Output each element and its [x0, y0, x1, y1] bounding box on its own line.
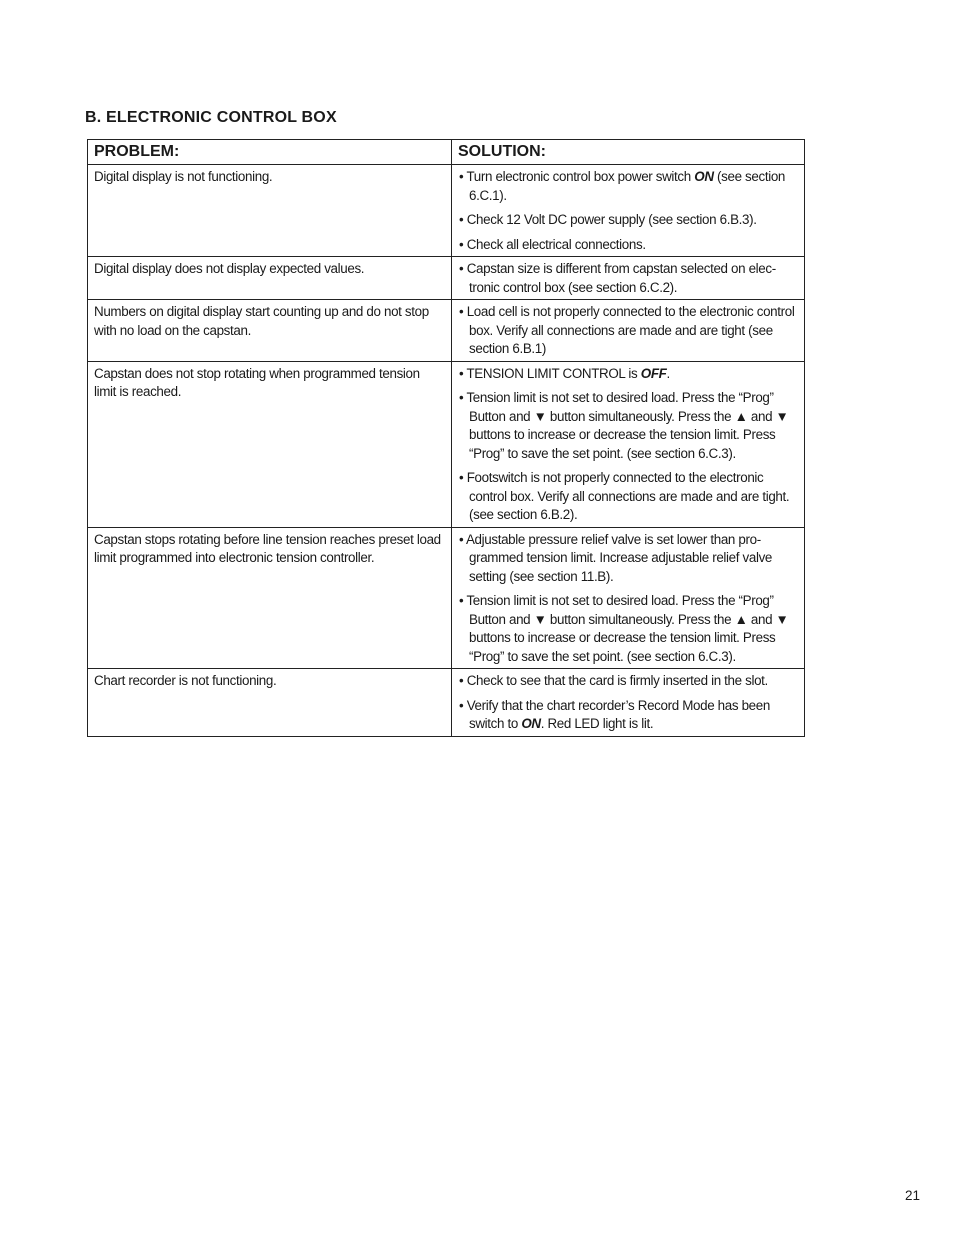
- table-row: [88, 527, 805, 669]
- table-body: [88, 165, 805, 737]
- problem-cell: Digital display is not functioning.: [88, 165, 452, 257]
- solution-item: [458, 260, 798, 297]
- solution-text: • Check 12 Volt DC power supply (see section 6.B.3).: [459, 212, 757, 227]
- table-row: [88, 257, 805, 300]
- solution-emphasis: ON: [694, 169, 714, 184]
- solution-column-header: SOLUTION:: [452, 140, 805, 165]
- problem-cell: Digital display does not display expected values.: [88, 257, 452, 300]
- solution-cell: [452, 300, 805, 362]
- solution-text-tail: (see section 6.C.1).: [469, 169, 786, 203]
- solution-text-tail: . Red LED light is lit.: [540, 716, 654, 731]
- page-number: 21: [905, 1188, 921, 1203]
- table-header-row: [88, 140, 805, 165]
- solution-text: • Turn electronic control box power switch: [459, 169, 695, 184]
- solution-item: [458, 469, 798, 525]
- problem-cell: Numbers on digital display start counting up and do not stop with no load on the capstan.: [88, 300, 452, 362]
- solution-item: [458, 365, 798, 384]
- table-row: [88, 165, 805, 257]
- table-row: [88, 669, 805, 737]
- solution-cell: [452, 527, 805, 669]
- solution-item: [458, 531, 798, 587]
- table-row: [88, 361, 805, 527]
- problem-cell: Capstan does not stop rotating when programmed tension limit is reached.: [88, 361, 452, 527]
- solution-text: • Tension limit is not set to desired load. Press the “Prog” Button and ▼ button simultaneously. Press the ▲ and ▼ buttons to increase or decrease the tension limit. Press “Prog” to save the set point. (see section 6.C.3).: [459, 390, 789, 461]
- solution-text-tail: .: [666, 365, 670, 381]
- solution-cell: [452, 257, 805, 300]
- solution-item: [458, 389, 798, 463]
- solution-text: • Check to see that the card is firmly inserted in the slot.: [459, 673, 768, 688]
- solution-item: [458, 672, 798, 691]
- solution-text: • Capstan size is different from capstan selected on elec-tronic control box (see section 6.C.2).: [459, 261, 776, 295]
- solution-text: • TENSION LIMIT CONTROL is: [459, 365, 641, 381]
- solution-item: [458, 168, 798, 205]
- solution-cell: [452, 669, 805, 737]
- problem-column-header: PROBLEM:: [88, 140, 452, 165]
- solution-text: • Adjustable pressure relief valve is set lower than pro-grammed tension limit. Increase adjustable relief valve setting (see section 11.B).: [459, 531, 773, 584]
- solution-emphasis: ON: [521, 716, 541, 731]
- solution-item: [458, 236, 798, 255]
- solution-item: [458, 303, 798, 359]
- solution-text: • Load cell is not properly connected to the electronic control box. Verify all connections are made and are tight (see section 6.B.1): [459, 304, 795, 356]
- solution-item: [458, 211, 798, 230]
- solution-cell: [452, 361, 805, 527]
- solution-text: • Check all electrical connections.: [459, 236, 646, 252]
- solution-item: [458, 697, 798, 734]
- solution-item: [458, 592, 798, 666]
- section-title: B. ELECTRONIC CONTROL BOX: [85, 109, 337, 126]
- solution-text: • Verify that the chart recorder’s Record Mode has been switch to: [459, 697, 770, 731]
- table-row: [88, 300, 805, 362]
- problem-cell: Capstan stops rotating before line tension reaches preset load limit programmed into electronic tension controller.: [88, 527, 452, 669]
- problem-cell: Chart recorder is not functioning.: [88, 669, 452, 737]
- solution-text: • Tension limit is not set to desired load. Press the “Prog” Button and ▼ button simultaneously. Press the ▲ and ▼ buttons to increase or decrease the tension limit. Press “Prog” to save the set point. (see section 6.C.3).: [459, 593, 789, 664]
- solution-emphasis: OFF: [640, 365, 667, 381]
- troubleshooting-table: [87, 139, 805, 737]
- solution-cell: [452, 165, 805, 257]
- solution-text: • Footswitch is not properly connected to the electronic control box. Verify all connections are made and are tight. (see section 6.B.2).: [459, 470, 790, 522]
